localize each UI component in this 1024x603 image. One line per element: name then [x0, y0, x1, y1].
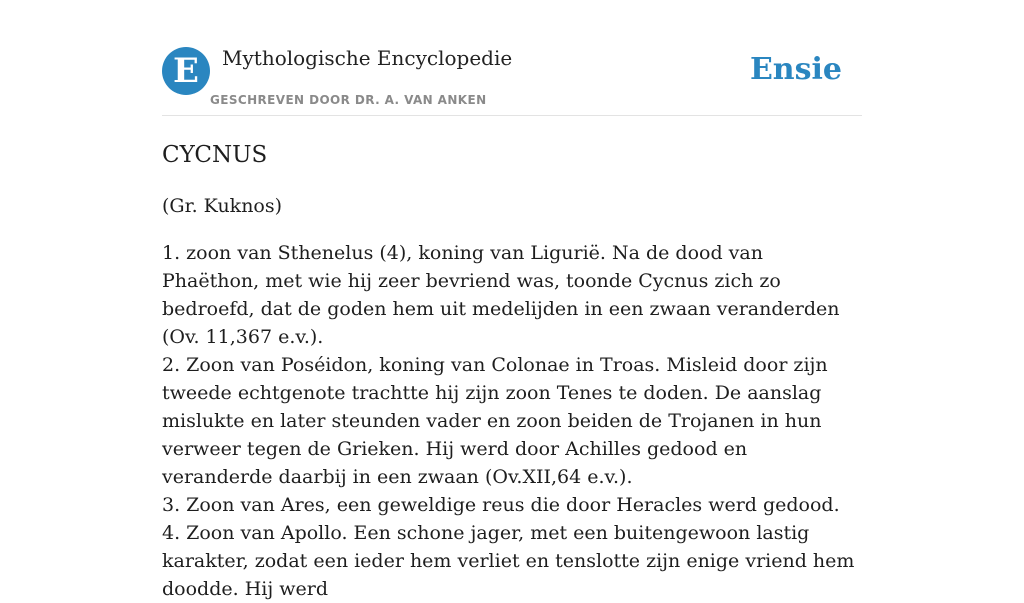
ensie-brand-link[interactable]: Ensie: [749, 52, 842, 87]
entry-etymology: (Gr. Kuknos): [162, 195, 283, 217]
entry-body: [162, 239, 862, 603]
logo-icon[interactable]: E: [162, 47, 210, 95]
entry-paragraph-4: 4. Zoon van Apollo. Een schone jager, met een buitengewoon lastig karakter, zodat een ieder hem verliet en tenslotte zijn enige vriend hem doodde. Hij werd: [162, 522, 855, 600]
encyclopedia-title-link[interactable]: Mythologische Encyclopedie: [222, 46, 513, 70]
entry-paragraph-3: 3. Zoon van Ares, een geweldige reus die door Heracles werd gedood.: [162, 494, 840, 516]
entry-paragraph-1: 1. zoon van Sthenelus (4), koning van Ligurië. Na de dood van Phaëthon, met wie hij zeer bevriend was, toonde Cycnus zich zo bedroefd, dat de goden hem uit medelijden in een zwaan veranderden (Ov. 11,367 e.v.).: [162, 242, 840, 348]
author-byline: GESCHREVEN DOOR DR. A. VAN ANKEN: [210, 93, 487, 107]
header-divider: [162, 115, 862, 116]
site-header: [162, 46, 862, 116]
entry-paragraph-2: 2. Zoon van Poséidon, koning van Colonae in Troas. Misleid door zijn tweede echtgenote trachtte hij zijn zoon Tenes te doden. De aanslag mislukte en later steunden vader en zoon beiden de Trojanen in hun verweer tegen de Grieken. Hij werd door Achilles gedood en veranderde daarbij in een zwaan (Ov.XII,64 e.v.).: [162, 354, 828, 488]
entry-title: CYCNUS: [162, 142, 268, 168]
page: [162, 0, 862, 600]
